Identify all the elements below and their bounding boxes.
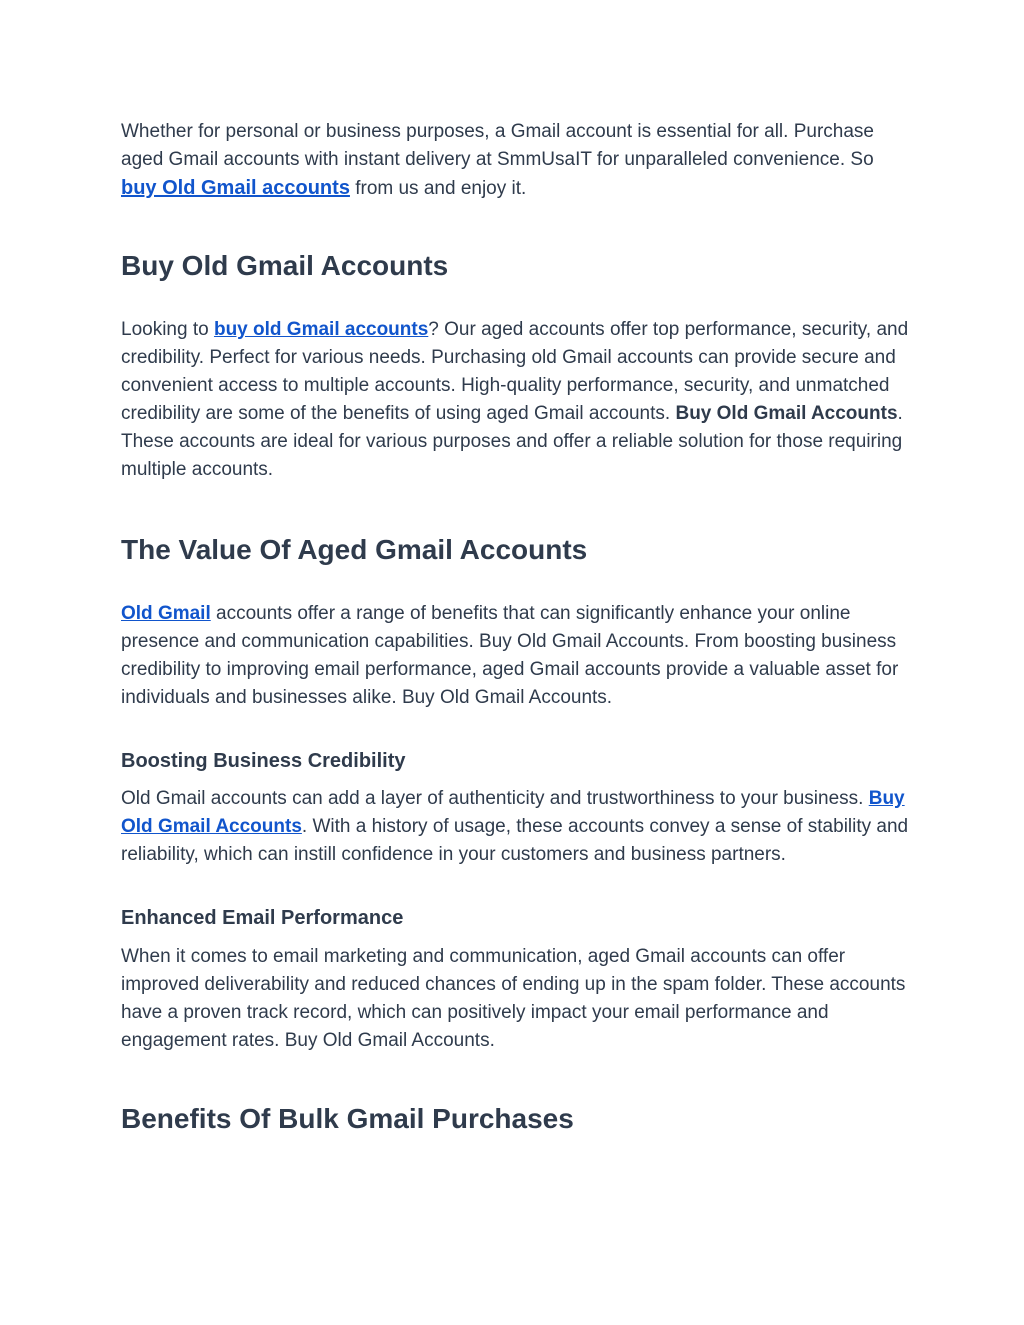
buy-bold-text: Buy Old Gmail Accounts <box>675 403 898 424</box>
intro-text-before: Whether for personal or business purposes, a Gmail account is essential for all. Purchase aged Gmail accounts with instant delivery at SmmUsaIT for unparalleled convenience. So <box>121 121 874 170</box>
enhanced-paragraph: When it comes to email marketing and communication, aged Gmail accounts can offer improved deliverability and reduced chances of ending up in the spam folder. These accounts have a proven track record, which can positively impact your email performance and engagement rates. Buy Old Gmail Accounts. <box>121 946 906 1051</box>
intro-paragraph <box>121 118 911 203</box>
buy-old-gmail-link[interactable]: buy Old Gmail accounts <box>121 177 350 199</box>
value-paragraph <box>121 600 911 712</box>
heading-value-aged-gmail: The Value Of Aged Gmail Accounts <box>121 534 588 565</box>
heading-boosting-credibility: Boosting Business Credibility <box>121 750 406 772</box>
buy-paragraph <box>121 316 911 484</box>
document-page <box>121 118 911 1137</box>
heading-enhanced-email: Enhanced Email Performance <box>121 907 404 929</box>
old-gmail-link[interactable]: Old Gmail <box>121 603 211 624</box>
buy-old-gmail-accounts-link[interactable]: buy old Gmail accounts <box>213 319 429 340</box>
heading-bulk-purchases: Benefits Of Bulk Gmail Purchases <box>121 1103 574 1134</box>
value-text-after: accounts offer a range of benefits that can significantly enhance your online presence and communication capabilities. Buy Old Gmail Accounts. From boosting business credibility to improving email performance, aged Gmail accounts provide a valuable asset for individuals and businesses alike. Buy Old Gmail Accounts. <box>121 603 899 708</box>
intro-text-after: from us and enjoy it. <box>349 178 527 199</box>
boost-paragraph <box>121 785 911 869</box>
buy-text-before: Looking to <box>121 319 214 340</box>
buy-text-after: . These accounts are ideal for various purposes and offer a reliable solution for those requiring multiple accounts. <box>121 403 903 480</box>
buy-text-middle: ? Our aged accounts offer top performance, security, and credibility. Perfect for various needs. Purchasing old Gmail accounts can provide secure and convenient access to multiple accounts. High-quality performance, security, and unmatched credibility are some of the benefits of using aged Gmail accounts. <box>121 319 909 424</box>
heading-buy-old-gmail: Buy Old Gmail Accounts <box>121 250 449 281</box>
boost-text-after: . With a history of usage, these accounts convey a sense of stability and reliability, which can instill confidence in your customers and business partners. <box>121 816 909 865</box>
buy-old-gmail-accounts-link-2[interactable]: Buy Old Gmail Accounts <box>121 788 905 837</box>
boost-text-before: Old Gmail accounts can add a layer of authenticity and trustworthiness to your business. <box>121 788 869 809</box>
